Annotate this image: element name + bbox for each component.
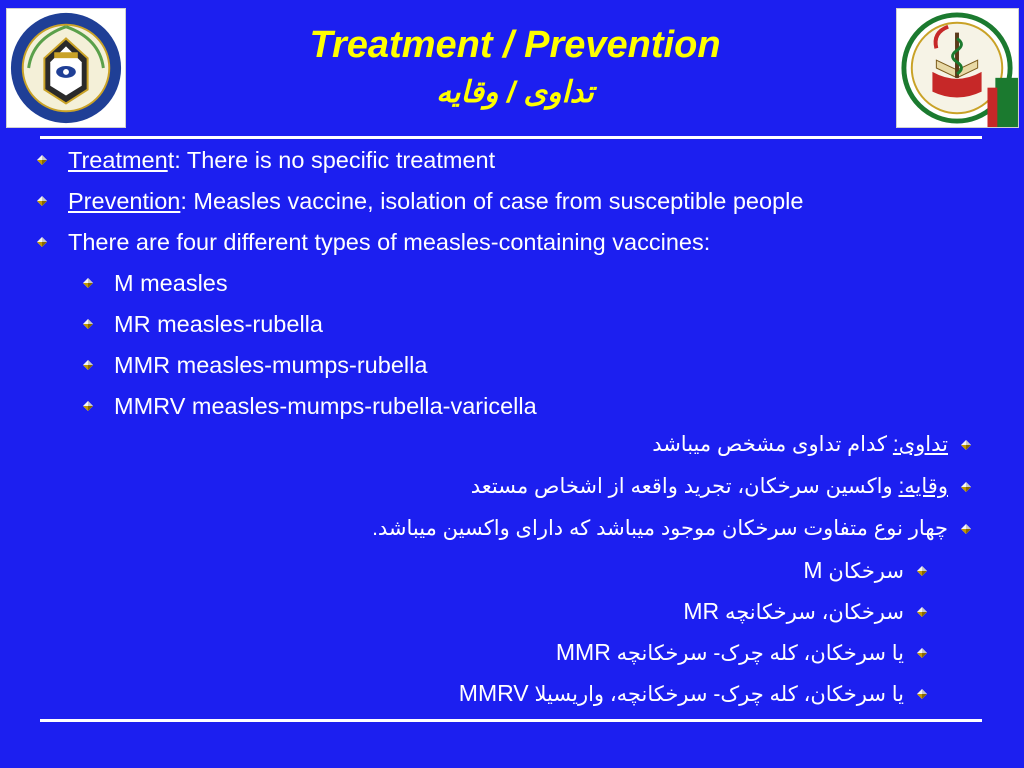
bullet-icon <box>960 523 972 535</box>
vaccine-text: MMRV یا سرخکان، کله چرک- سرخکانچه، واریسیلا <box>458 680 904 706</box>
vaccine-item <box>82 391 537 421</box>
bullet-icon <box>916 606 928 618</box>
police-emblem-icon <box>7 9 125 127</box>
medical-institute-logo <box>896 8 1019 128</box>
vaccine-item <box>82 309 323 339</box>
bullet-text: تداوی: کدام تداوی مشخص میباشد <box>652 433 948 456</box>
top-divider <box>40 136 982 139</box>
bullet-icon <box>36 195 48 207</box>
vaccine-text: سرخکان، سرخکانچه MR <box>683 598 904 624</box>
bullet-vaccine-types-fa <box>372 514 972 544</box>
slide-title-persian: تداوی / وقایه <box>436 76 594 109</box>
bullet-text: There are four different types of measles-containing vaccines: <box>68 229 711 255</box>
slide-title: Treatment / Prevention <box>309 24 721 66</box>
bullet-text: چهار نوع متفاوت سرخکان موجود میباشد که دارای واکسین میباشد. <box>372 517 948 540</box>
bullet-treatment <box>36 145 495 175</box>
vaccine-text: MR measles-rubella <box>114 311 323 337</box>
bullet-icon <box>916 565 928 577</box>
bullet-icon <box>960 481 972 493</box>
vaccine-item-fa <box>556 637 928 669</box>
bullet-icon <box>82 277 94 289</box>
bullet-icon <box>960 439 972 451</box>
bullet-vaccine-types <box>36 227 710 257</box>
bullet-icon <box>916 688 928 700</box>
medical-institute-emblem-icon <box>897 9 1018 127</box>
vaccine-text: MMR measles-mumps-rubella <box>114 352 428 378</box>
bullet-icon <box>82 318 94 330</box>
bullet-icon <box>82 359 94 371</box>
bullet-prevention-fa <box>471 472 972 502</box>
bullet-icon <box>36 154 48 166</box>
vaccine-item-fa <box>803 555 928 587</box>
vaccine-text: سرخکان M <box>803 557 904 583</box>
vaccine-item <box>82 268 228 298</box>
bullet-icon <box>82 400 94 412</box>
bullet-text: Prevention: Measles vaccine, isolation of case from susceptible people <box>68 188 804 214</box>
vaccine-text: MMRV measles-mumps-rubella-varicella <box>114 393 537 419</box>
police-emblem-logo <box>6 8 126 128</box>
vaccine-item-fa <box>459 678 928 710</box>
vaccine-text: M measles <box>114 270 228 296</box>
bottom-divider <box>40 719 982 722</box>
bullet-icon <box>36 236 48 248</box>
bullet-icon <box>916 647 928 659</box>
bullet-treatment-fa <box>652 430 972 460</box>
vaccine-item <box>82 350 427 380</box>
bullet-prevention <box>36 186 803 216</box>
vaccine-text: MMR یا سرخکان، کله چرک- سرخکانچه <box>555 639 904 665</box>
vaccine-item-fa <box>683 596 928 628</box>
bullet-text: وقایه: واکسین سرخکان، تجرید واقعه از اشخاص مستعد <box>470 475 948 498</box>
bullet-text: Treatment: There is no specific treatment <box>68 147 496 173</box>
